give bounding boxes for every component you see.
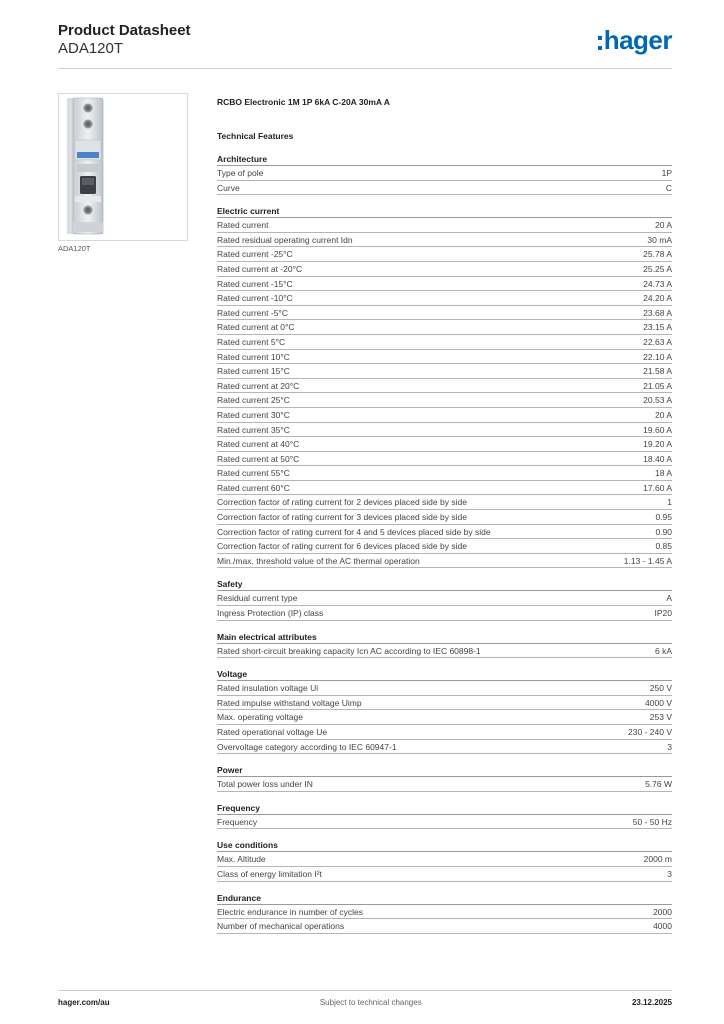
technical-content (217, 95, 672, 934)
feature-row (217, 364, 672, 379)
feature-value: 20.53 A (643, 395, 672, 406)
feature-value: 20 A (654, 409, 672, 420)
feature-label: Rated current 5°C (217, 336, 286, 347)
feature-label: Rated current -15°C (217, 278, 293, 289)
feature-value: 2000 m (643, 854, 672, 865)
logo-text: hager (603, 25, 672, 55)
feature-label: Correction factor of rating current for 4 and 5 devices placed side by side (217, 526, 491, 537)
feature-label: Max. operating voltage (217, 712, 303, 723)
feature-value: 20 A (654, 220, 672, 231)
feature-row (217, 247, 672, 262)
feature-value: 2000 (653, 906, 672, 917)
feature-row (217, 740, 672, 755)
feature-label: Residual current type (217, 593, 298, 604)
logo-dots-icon (598, 36, 602, 50)
feature-label: Curve (217, 182, 240, 193)
feature-label: Rated current 55°C (217, 468, 290, 479)
doc-title: Product Datasheet (58, 22, 191, 39)
section-title: Main electrical attributes (217, 631, 672, 644)
feature-sections (217, 153, 672, 934)
feature-label: Rated current -25°C (217, 249, 293, 260)
feature-label: Overvoltage category according to IEC 60947-1 (217, 741, 397, 752)
feature-label: Rated current -10°C (217, 293, 293, 304)
footer (58, 998, 672, 1007)
feature-label: Correction factor of rating current for 6 devices placed side by side (217, 541, 467, 552)
feature-value: 23.68 A (643, 307, 672, 318)
feature-value: 21.58 A (643, 366, 672, 377)
feature-label: Rated current 10°C (217, 351, 290, 362)
feature-value: 24.73 A (643, 278, 672, 289)
feature-value: 18 A (654, 468, 672, 479)
feature-row (217, 481, 672, 496)
feature-value: 4000 (653, 921, 672, 932)
feature-row (217, 277, 672, 292)
feature-row (217, 393, 672, 408)
feature-row (217, 423, 672, 438)
feature-value: 3 (667, 741, 672, 752)
feature-value: 0.90 (655, 526, 672, 537)
feature-label: Rated current at 20°C (217, 380, 300, 391)
feature-value: 21.05 A (643, 380, 672, 391)
feature-label: Rated current at 50°C (217, 453, 300, 464)
doc-model: ADA120T (58, 40, 124, 57)
footer-date: 23.12.2025 (631, 998, 672, 1007)
feature-label: Max. Altitude (217, 854, 266, 865)
feature-row (217, 606, 672, 621)
feature-section (217, 892, 672, 934)
feature-label: Number of mechanical operations (217, 921, 345, 932)
feature-section (217, 205, 672, 568)
feature-section (217, 153, 672, 195)
feature-value: 22.63 A (643, 336, 672, 347)
feature-row (217, 905, 672, 920)
feature-row (217, 335, 672, 350)
feature-row (217, 525, 672, 540)
hager-logo (598, 26, 672, 54)
section-title: Use conditions (217, 839, 672, 852)
feature-value: 230 - 240 V (628, 727, 672, 737)
feature-label: Rated current 25°C (217, 395, 290, 406)
feature-value: 3 (667, 868, 672, 879)
feature-row (217, 591, 672, 606)
feature-row (217, 919, 672, 934)
feature-value: 1P (661, 168, 672, 178)
feature-label: Electric endurance in number of cycles (217, 906, 363, 917)
header (58, 22, 191, 58)
feature-value: 30 mA (647, 234, 672, 245)
section-title: Architecture (217, 153, 672, 166)
section-title: Frequency (217, 802, 672, 815)
feature-row (217, 777, 672, 792)
header-divider (58, 68, 672, 69)
feature-label: Rated current 60°C (217, 482, 290, 493)
feature-row (217, 696, 672, 711)
feature-value: 250 V (649, 683, 672, 694)
product-name: RCBO Electronic 1M 1P 6kA C-20A 30mA A (217, 97, 390, 107)
feature-value: 17.60 A (643, 482, 672, 493)
feature-row (217, 644, 672, 659)
feature-value: 4000 V (645, 697, 672, 708)
feature-row (217, 350, 672, 365)
footer-note: Subject to technical changes (319, 998, 422, 1007)
feature-value: 0.85 (655, 541, 672, 552)
feature-section (217, 578, 672, 620)
feature-label: Rated residual operating current Idn (217, 234, 353, 245)
feature-label: Correction factor of rating current for 2 devices placed side by side (217, 497, 467, 508)
feature-value: A (666, 593, 672, 604)
feature-section (217, 668, 672, 754)
feature-value: 1.13 - 1.45 A (623, 555, 672, 566)
feature-label: Min./max. threshold value of the AC thermal operation (217, 555, 420, 566)
feature-label: Class of energy limitation I²t (217, 868, 322, 879)
feature-value: 24.20 A (643, 293, 672, 304)
feature-row (217, 437, 672, 452)
feature-value: 25.25 A (643, 263, 672, 274)
feature-label: Correction factor of rating current for 3 devices placed side by side (217, 512, 467, 523)
feature-label: Rated current -5°C (217, 307, 288, 318)
feature-value: C (665, 182, 672, 193)
feature-row (217, 408, 672, 423)
feature-label: Type of pole (217, 168, 264, 178)
feature-label: Rated current 35°C (217, 424, 290, 435)
feature-label: Rated insulation voltage Ui (217, 683, 319, 694)
feature-section (217, 802, 672, 830)
feature-row (217, 852, 672, 867)
feature-row (217, 539, 672, 554)
feature-row (217, 681, 672, 696)
feature-row (217, 320, 672, 335)
section-title: Electric current (217, 205, 672, 218)
feature-value: 18.40 A (643, 453, 672, 464)
section-title: Endurance (217, 892, 672, 905)
feature-label: Rated current at -20°C (217, 263, 303, 274)
feature-value: IP20 (654, 608, 672, 619)
feature-row (217, 495, 672, 510)
feature-value: 0.95 (655, 512, 672, 523)
feature-value: 1 (667, 497, 672, 508)
feature-label: Rated current 30°C (217, 409, 290, 420)
feature-row (217, 554, 672, 569)
feature-value: 6 kA (654, 645, 672, 656)
feature-label: Rated current at 40°C (217, 439, 300, 450)
feature-row (217, 166, 672, 181)
feature-value: 22.10 A (643, 351, 672, 362)
section-title: Safety (217, 578, 672, 591)
feature-row (217, 867, 672, 882)
feature-row (217, 181, 672, 196)
feature-value: 25.78 A (643, 249, 672, 260)
product-image (58, 93, 188, 241)
feature-row (217, 510, 672, 525)
feature-section (217, 631, 672, 659)
feature-row (217, 233, 672, 248)
feature-row (217, 466, 672, 481)
feature-value: 19.60 A (643, 424, 672, 435)
feature-row (217, 452, 672, 467)
feature-row (217, 725, 672, 740)
feature-value: 50 - 50 Hz (632, 816, 672, 827)
footer-website[interactable]: hager.com/au (58, 998, 110, 1007)
feature-value: 253 V (649, 712, 672, 723)
feature-section (217, 764, 672, 792)
feature-row (217, 379, 672, 394)
technical-features-title: Technical Features (217, 131, 294, 141)
feature-value: 23.15 A (643, 322, 672, 333)
feature-row (217, 291, 672, 306)
feature-row (217, 262, 672, 277)
feature-row (217, 218, 672, 233)
feature-label: Frequency (217, 816, 258, 827)
feature-label: Rated impulse withstand voltage Uimp (217, 697, 362, 708)
feature-value: 19.20 A (643, 439, 672, 450)
feature-label: Rated short-circuit breaking capacity Icn AC according to IEC 60898-1 (217, 645, 481, 656)
section-title: Voltage (217, 668, 672, 681)
feature-label: Rated operational voltage Ue (217, 727, 328, 737)
feature-label: Rated current 15°C (217, 366, 290, 377)
feature-value: 5.76 W (645, 779, 672, 790)
section-title: Power (217, 764, 672, 777)
feature-label: Rated current at 0°C (217, 322, 295, 333)
feature-row (217, 710, 672, 725)
product-image-caption: ADA120T (58, 244, 91, 253)
feature-label: Total power loss under IN (217, 779, 313, 790)
feature-row (217, 306, 672, 321)
footer-divider (58, 990, 672, 991)
feature-label: Ingress Protection (IP) class (217, 608, 324, 619)
feature-row (217, 815, 672, 830)
feature-section (217, 839, 672, 881)
feature-label: Rated current (217, 220, 269, 231)
